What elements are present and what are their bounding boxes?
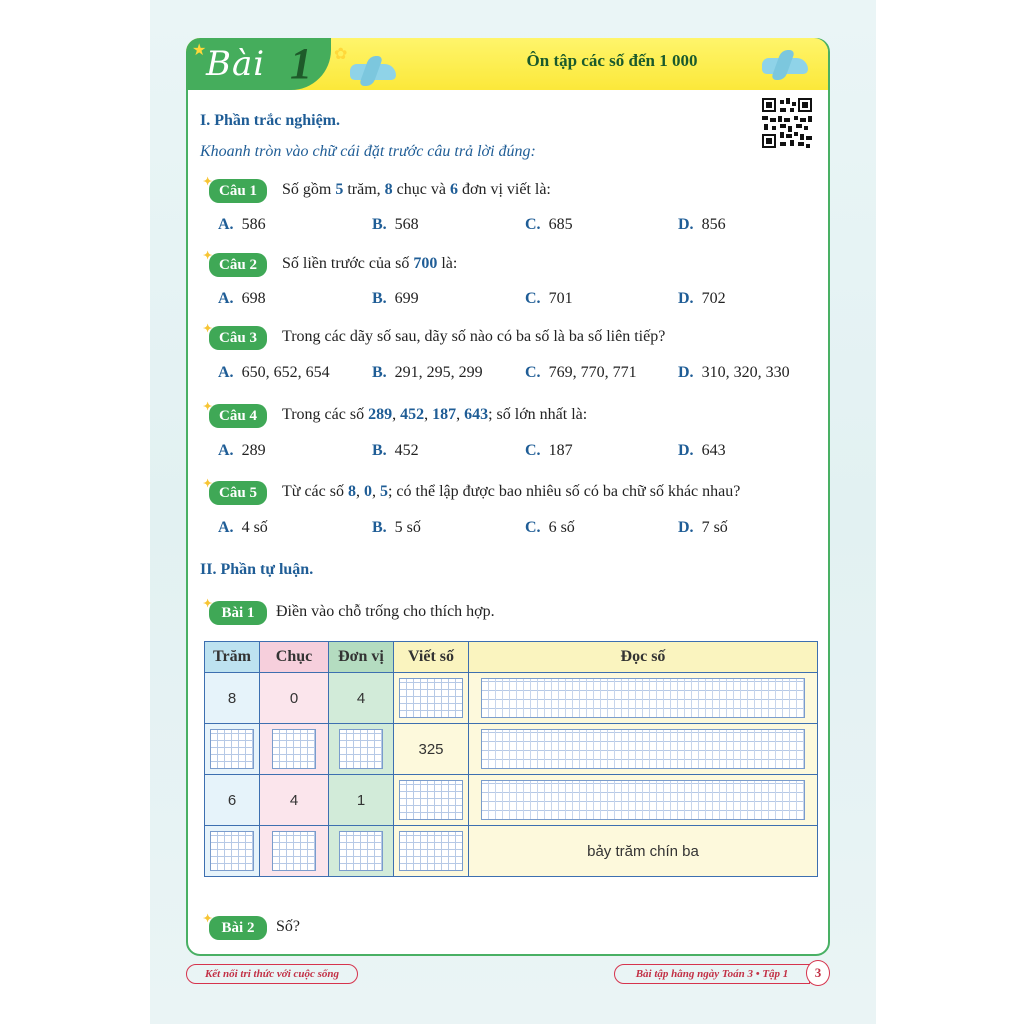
- cell-viet-so: 325: [394, 724, 469, 775]
- answer-option-4b[interactable]: B. 452: [372, 442, 419, 459]
- cell-donvi[interactable]: [329, 826, 394, 877]
- footer-book-title: Bài tập hằng ngày Toán 3 • Tập 1: [614, 964, 810, 984]
- writing-grid[interactable]: [210, 729, 254, 769]
- question-badge-5: ✦ Câu 5: [209, 481, 267, 505]
- answer-option-1c[interactable]: C. 685: [525, 216, 573, 233]
- question-badge-3: ✦ Câu 3: [209, 326, 267, 350]
- cell-viet-so[interactable]: [394, 775, 469, 826]
- writing-grid[interactable]: [339, 831, 383, 871]
- cell-tram[interactable]: [205, 724, 260, 775]
- exercise-badge-1: ✦ Bài 1: [209, 601, 267, 625]
- answer-option-3a[interactable]: A. 650, 652, 654: [218, 364, 330, 381]
- answer-option-5b[interactable]: B. 5 số: [372, 519, 421, 536]
- cell-doc-so: bảy trăm chín ba: [469, 826, 818, 877]
- writing-grid[interactable]: [272, 831, 316, 871]
- answer-option-3c[interactable]: C. 769, 770, 771: [525, 364, 637, 381]
- cell-chuc: 4: [260, 775, 329, 826]
- writing-grid[interactable]: [399, 831, 463, 871]
- header-doc-so: Đọc số: [469, 642, 818, 673]
- place-value-table: [204, 641, 818, 877]
- exercise-badge-2: ✦ Bài 2: [209, 916, 267, 940]
- table-header-row: [205, 642, 818, 673]
- answer-option-2c[interactable]: C. 701: [525, 290, 573, 307]
- lesson-header: [186, 38, 828, 90]
- question-badge-1: ✦ Câu 1: [209, 179, 267, 203]
- qr-code-icon[interactable]: [762, 98, 812, 148]
- writing-grid[interactable]: [339, 729, 383, 769]
- question-text-3: Trong các dãy số sau, dãy số nào có ba số là ba số liên tiếp?: [282, 328, 666, 345]
- answer-option-2b[interactable]: B. 699: [372, 290, 419, 307]
- footer-series-name: Kết nối tri thức với cuộc sống: [186, 964, 358, 984]
- star-icon: ✦: [203, 323, 213, 335]
- star-icon: ✦: [203, 401, 213, 413]
- lesson-title: Ôn tập các số đến 1 000: [526, 51, 698, 70]
- question-text-1: Số gồm 5 trăm, 8 chục và 6 đơn vị viết là:: [282, 181, 551, 198]
- cell-tram: 8: [205, 673, 260, 724]
- table-row: [205, 826, 818, 877]
- table-row: [205, 775, 818, 826]
- writing-grid[interactable]: [272, 729, 316, 769]
- cell-doc-so[interactable]: [469, 673, 818, 724]
- cell-donvi: 4: [329, 673, 394, 724]
- answer-option-5d[interactable]: D. 7 số: [678, 519, 728, 536]
- question-badge-2: ✦ Câu 2: [209, 253, 267, 277]
- cell-viet-so[interactable]: [394, 826, 469, 877]
- lesson-label: Bài: [206, 44, 266, 84]
- answer-option-4a[interactable]: A. 289: [218, 442, 266, 459]
- question-text-2: Số liền trước của số 700 là:: [282, 255, 458, 272]
- cell-doc-so[interactable]: [469, 724, 818, 775]
- answer-option-4c[interactable]: C. 187: [525, 442, 573, 459]
- exercise-text-1: Điền vào chỗ trống cho thích hợp.: [276, 603, 495, 620]
- header-chuc: Chục: [260, 642, 329, 673]
- question-badge-4: ✦ Câu 4: [209, 404, 267, 428]
- answer-option-5a[interactable]: A. 4 số: [218, 519, 268, 536]
- instruction-text: Khoanh tròn vào chữ cái đặt trước câu trả lời đúng:: [200, 143, 536, 160]
- answer-option-2a[interactable]: A. 698: [218, 290, 266, 307]
- star-icon: ✦: [203, 913, 213, 925]
- writing-grid[interactable]: [399, 678, 463, 718]
- answer-option-4d[interactable]: D. 643: [678, 442, 726, 459]
- cell-chuc: 0: [260, 673, 329, 724]
- writing-lines[interactable]: [481, 780, 805, 820]
- lesson-number: 1: [290, 39, 312, 88]
- cell-chuc[interactable]: [260, 826, 329, 877]
- writing-grid[interactable]: [399, 780, 463, 820]
- header-donvi: Đơn vị: [329, 642, 394, 673]
- star-icon: ✦: [203, 250, 213, 262]
- star-icon: ✦: [203, 176, 213, 188]
- star-icon: ★: [192, 42, 207, 59]
- answer-option-2d[interactable]: D. 702: [678, 290, 726, 307]
- answer-option-3b[interactable]: B. 291, 295, 299: [372, 364, 483, 381]
- airplane-icon: [350, 64, 396, 80]
- answer-option-1b[interactable]: B. 568: [372, 216, 419, 233]
- question-text-4: Trong các số 289, 452, 187, 643; số lớn nhất là:: [282, 406, 588, 423]
- section-essay-heading: II. Phần tự luận.: [200, 561, 314, 578]
- answer-option-1a[interactable]: A. 586: [218, 216, 266, 233]
- answer-option-3d[interactable]: D. 310, 320, 330: [678, 364, 790, 381]
- cell-viet-so[interactable]: [394, 673, 469, 724]
- page-number: 3: [806, 960, 830, 986]
- answer-option-1d[interactable]: D. 856: [678, 216, 726, 233]
- cell-doc-so[interactable]: [469, 775, 818, 826]
- star-icon: ✦: [203, 478, 213, 490]
- cell-tram[interactable]: [205, 826, 260, 877]
- cell-donvi[interactable]: [329, 724, 394, 775]
- star-icon: ✿: [334, 46, 348, 63]
- cell-tram: 6: [205, 775, 260, 826]
- cell-chuc[interactable]: [260, 724, 329, 775]
- writing-lines[interactable]: [481, 729, 805, 769]
- table-row: [205, 673, 818, 724]
- section-multiple-choice-heading: I. Phần trắc nghiệm.: [200, 112, 340, 129]
- table-row: [205, 724, 818, 775]
- exercise-text-2: Số?: [276, 918, 300, 935]
- star-icon: ✦: [203, 598, 213, 610]
- question-text-5: Từ các số 8, 0, 5; có thể lập được bao nhiêu số có ba chữ số khác nhau?: [282, 483, 741, 500]
- header-tram: Trăm: [205, 642, 260, 673]
- cell-donvi: 1: [329, 775, 394, 826]
- writing-grid[interactable]: [210, 831, 254, 871]
- answer-option-5c[interactable]: C. 6 số: [525, 519, 575, 536]
- header-viet-so: Viết số: [394, 642, 469, 673]
- writing-lines[interactable]: [481, 678, 805, 718]
- airplane-icon: [762, 58, 808, 74]
